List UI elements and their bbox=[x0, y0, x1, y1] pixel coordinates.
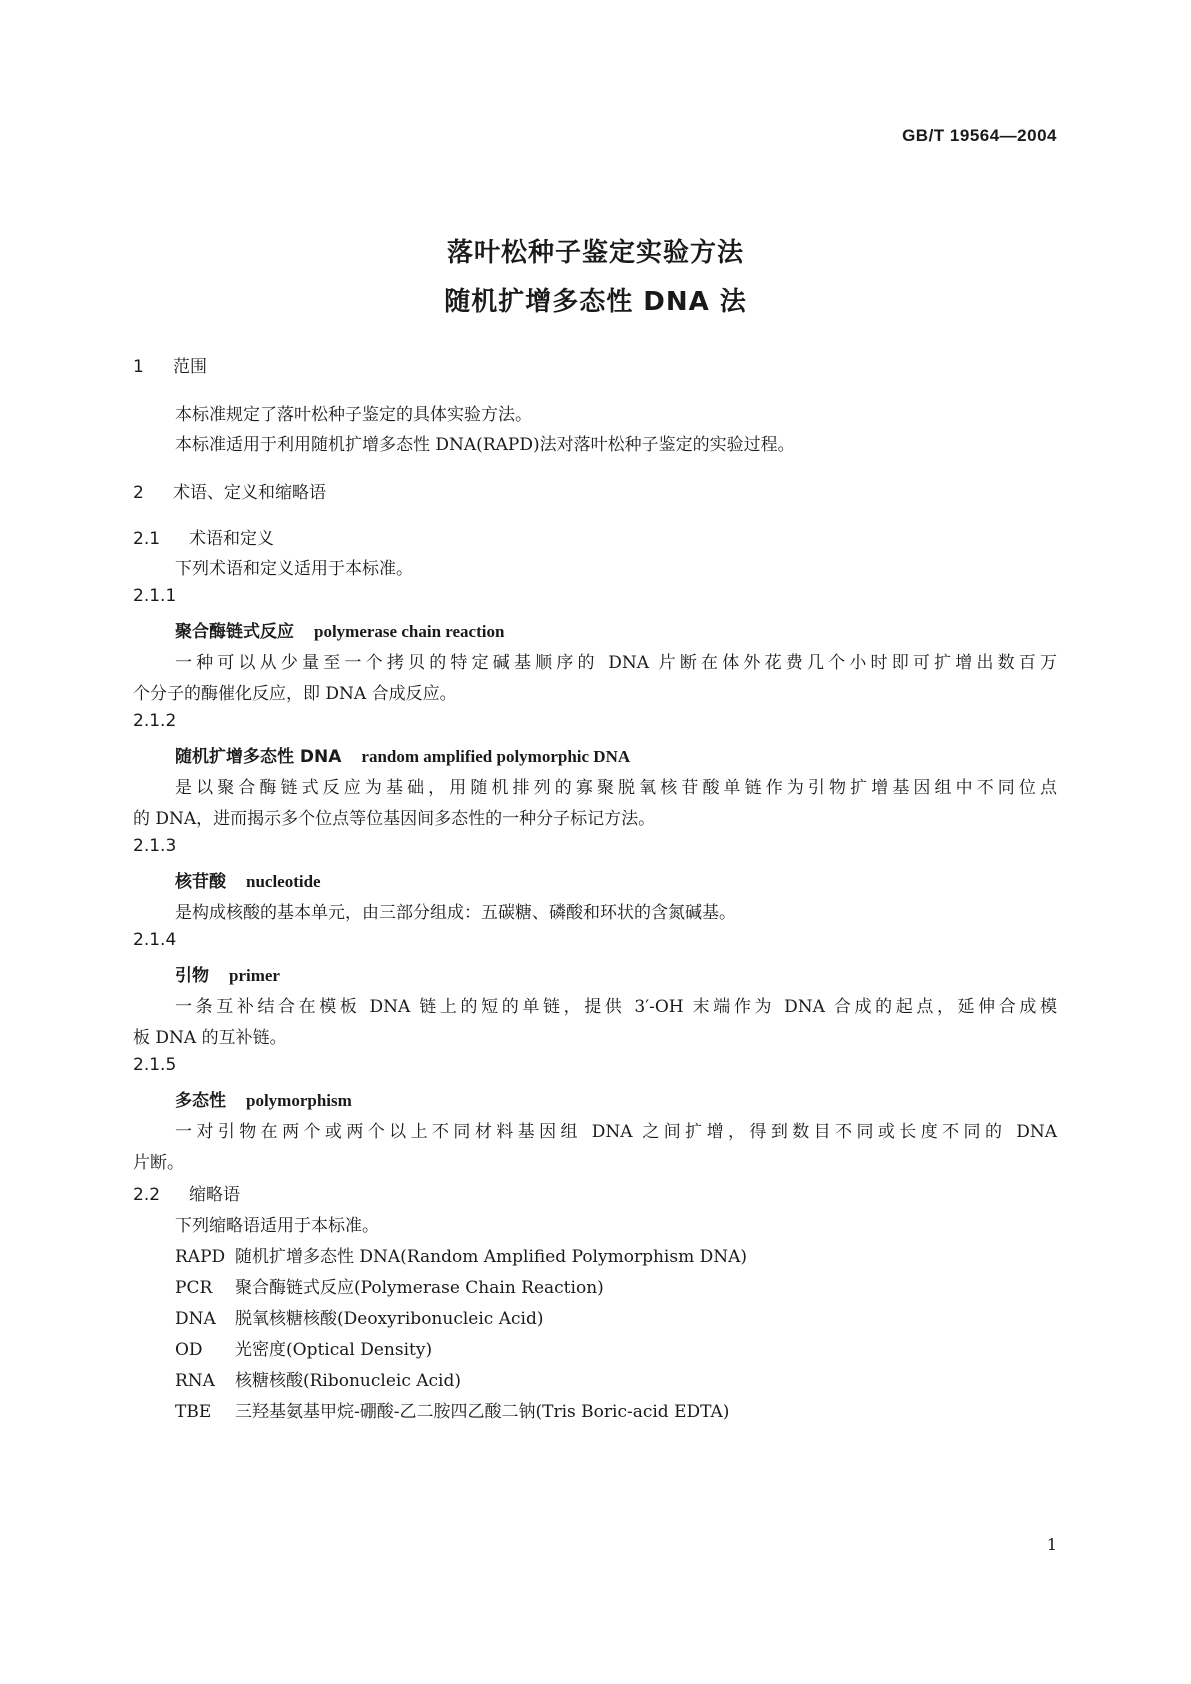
term-5-definition-line-2: 片断。 bbox=[133, 1153, 184, 1173]
section-1-paragraph-2: 本标准适用于利用随机扩增多态性 DNA(RAPD)法对落叶松种子鉴定的实验过程。 bbox=[175, 435, 795, 455]
term-4-number: 2.1.4 bbox=[133, 930, 177, 950]
term-4-definition-line-1: 一条互补结合在模板 DNA 链上的短的单链，提供 3′-OH 末端作为 DNA 合成的起点，延伸合成模 bbox=[175, 997, 1057, 1017]
abbreviation-item: RNA 核糖核酸(Ribonucleic Acid) bbox=[175, 1371, 462, 1391]
term-1-heading: 聚合酶链式反应 polymerase chain reaction bbox=[175, 622, 505, 642]
section-1-paragraph-1: 本标准规定了落叶松种子鉴定的具体实验方法。 bbox=[175, 405, 532, 425]
standard-code: GB/T 19564—2004 bbox=[902, 126, 1057, 145]
term-2-number: 2.1.2 bbox=[133, 711, 177, 731]
title-line-1: 落叶松种子鉴定实验方法 bbox=[446, 238, 744, 268]
page-number: 1 bbox=[1046, 1535, 1057, 1554]
abbreviation-item: DNA 脱氧核糖核酸(Deoxyribonucleic Acid) bbox=[175, 1309, 544, 1329]
term-2-heading: 随机扩增多态性 DNA random amplified polymorphic DNA bbox=[175, 747, 631, 767]
section-2-heading: 2 术语、定义和缩略语 bbox=[133, 483, 326, 503]
abbreviation-item: PCR 聚合酶链式反应(Polymerase Chain Reaction) bbox=[175, 1278, 604, 1298]
abbreviation-item: TBE 三羟基氨基甲烷-硼酸-乙二胺四乙酸二钠(Tris Boric-acid EDTA) bbox=[175, 1402, 730, 1422]
abbreviation-item: RAPD 随机扩增多态性 DNA(Random Amplified Polymorphism DNA) bbox=[175, 1247, 748, 1267]
term-2-definition-line-1: 是以聚合酶链式反应为基础，用随机排列的寡聚脱氧核苷酸单链作为引物扩增基因组中不同位点 bbox=[175, 778, 1057, 798]
term-4-definition-line-2: 板 DNA 的互补链。 bbox=[133, 1028, 287, 1048]
term-1-number: 2.1.1 bbox=[133, 586, 177, 606]
section-2-2-heading: 2.2 缩略语 bbox=[133, 1185, 240, 1205]
section-2-2-intro: 下列缩略语适用于本标准。 bbox=[175, 1216, 379, 1236]
section-1-heading: 1 范围 bbox=[133, 357, 207, 377]
title-line-2: 随机扩增多态性 DNA 法 bbox=[444, 287, 747, 317]
term-1-definition-line-1: 一种可以从少量至一个拷贝的特定碱基顺序的 DNA 片断在体外花费几个小时即可扩增出数百万 bbox=[175, 653, 1057, 673]
term-4-heading: 引物 primer bbox=[175, 966, 280, 986]
term-3-number: 2.1.3 bbox=[133, 836, 177, 856]
term-3-definition-line-1: 是构成核酸的基本单元，由三部分组成：五碳糖、磷酸和环状的含氮碱基。 bbox=[175, 903, 736, 923]
term-2-definition-line-2: 的 DNA，进而揭示多个位点等位基因间多态性的一种分子标记方法。 bbox=[133, 809, 656, 829]
abbreviation-item: OD 光密度(Optical Density) bbox=[175, 1340, 433, 1360]
term-5-number: 2.1.5 bbox=[133, 1055, 177, 1075]
section-2-1-intro: 下列术语和定义适用于本标准。 bbox=[175, 559, 413, 579]
section-2-1-heading: 2.1 术语和定义 bbox=[133, 529, 274, 549]
term-5-heading: 多态性 polymorphism bbox=[175, 1091, 352, 1111]
term-1-definition-line-2: 个分子的酶催化反应，即 DNA 合成反应。 bbox=[133, 684, 457, 704]
term-3-heading: 核苷酸 nucleotide bbox=[175, 872, 321, 892]
term-5-definition-line-1: 一对引物在两个或两个以上不同材料基因组 DNA 之间扩增，得到数目不同或长度不同的 DNA bbox=[175, 1122, 1057, 1142]
